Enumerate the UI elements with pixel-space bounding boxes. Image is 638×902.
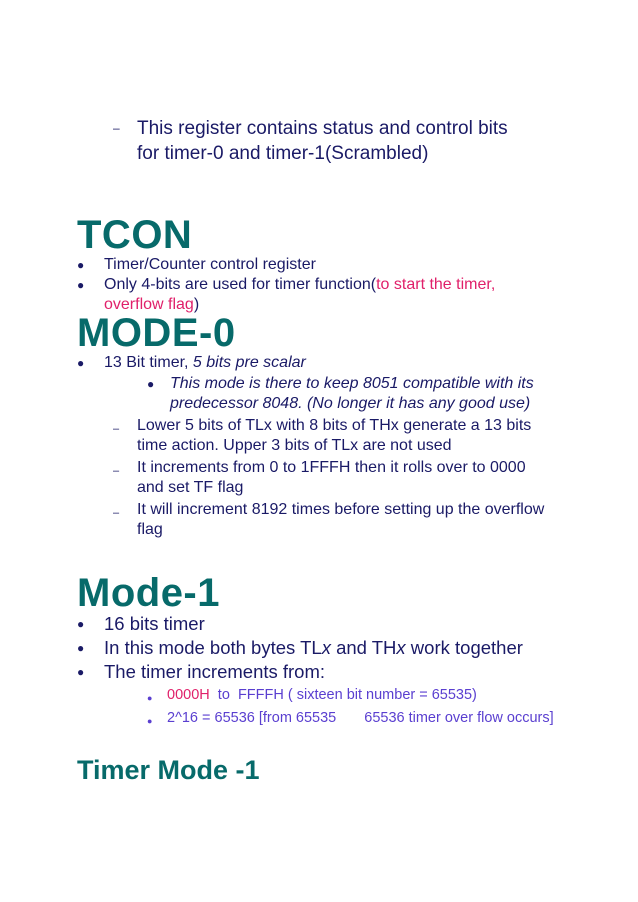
mode0-dash-2-line-2: and set TF flag — [137, 479, 244, 496]
mode0-list — [77, 353, 617, 540]
dash-marker: – — [113, 507, 120, 519]
mode0-dash-2-line-1: It increments from 0 to 1FFFH then it rolls over to 0000 — [137, 459, 526, 476]
mode1-sub-2-b: 65536 timer over flow occurs] — [364, 710, 554, 726]
mode1-item-2-post: work together — [405, 637, 523, 658]
dash-marker: – — [113, 121, 120, 135]
tcon-item-1: Timer/Counter control register — [104, 256, 316, 273]
tcon-item-2-close: ) — [193, 296, 200, 313]
mode1-sub-1-start: 0000H — [167, 687, 210, 703]
mode0-dash-3-line-1: It will increment 8192 times before setting up the overflow — [137, 501, 545, 518]
mode1-item-2-x1: x — [321, 637, 331, 658]
mode1-sub-2-a: 2^16 = 65536 [from 65535 — [167, 710, 337, 726]
mode0-dash-1-line-2: time action. Upper 3 bits of TLx are not used — [137, 437, 452, 454]
mode0-item-1-text: 13 Bit timer, — [104, 354, 193, 371]
mode1-item-2-x2: x — [396, 637, 406, 658]
mode0-sub-line-1: This mode is there to keep 8051 compatible with its — [170, 375, 534, 392]
mode1-item-3: The timer increments from: — [104, 661, 326, 682]
tcon-heading: TCON — [77, 213, 193, 257]
tcon-list — [77, 255, 607, 315]
bullet-icon: ● — [77, 617, 85, 631]
bullet-icon: ● — [147, 716, 153, 726]
mode1-item-1: 16 bits timer — [104, 613, 205, 634]
bullet-icon: ● — [147, 693, 153, 703]
tcon-item-2-text: Only 4-bits are used for timer function( — [104, 276, 377, 293]
mode0-sub-line-2: predecessor 8048. (No longer it has any good use) — [170, 395, 531, 412]
mode1-heading: Mode-1 — [77, 571, 220, 615]
mode1-item-2-pre: In this mode both bytes TL — [104, 637, 322, 658]
intro-line-1: This register contains status and control bits — [137, 118, 508, 139]
intro-paragraph — [113, 116, 508, 166]
mode0-dash-3-line-2: flag — [137, 521, 163, 538]
mode1-list — [77, 612, 617, 730]
dash-marker: – — [113, 423, 120, 435]
bullet-icon: ● — [147, 377, 155, 391]
mode1-item-2-mid: and TH — [330, 637, 397, 658]
timer-mode1-heading: Timer Mode -1 — [77, 755, 260, 785]
mode0-item-1-italic: 5 bits pre scalar — [192, 354, 306, 371]
bullet-icon: ● — [77, 665, 85, 679]
bullet-icon: ● — [77, 278, 85, 292]
mode0-heading: MODE-0 — [77, 311, 236, 355]
bullet-icon: ● — [77, 641, 85, 655]
mode0-dash-1-line-1: Lower 5 bits of TLx with 8 bits of THx generate a 13 bits — [137, 417, 532, 434]
bullet-icon: ● — [77, 258, 85, 272]
mode1-sub-1-rest: to FFFFH ( sixteen bit number = 65535) — [209, 687, 477, 703]
tcon-item-2-highlight-2: overflow flag — [104, 296, 194, 313]
bullet-icon: ● — [77, 356, 85, 370]
intro-line-2: for timer-0 and timer-1(Scrambled) — [137, 143, 429, 164]
dash-marker: – — [113, 465, 120, 477]
tcon-item-2-highlight-1: to start the timer, — [376, 276, 496, 293]
